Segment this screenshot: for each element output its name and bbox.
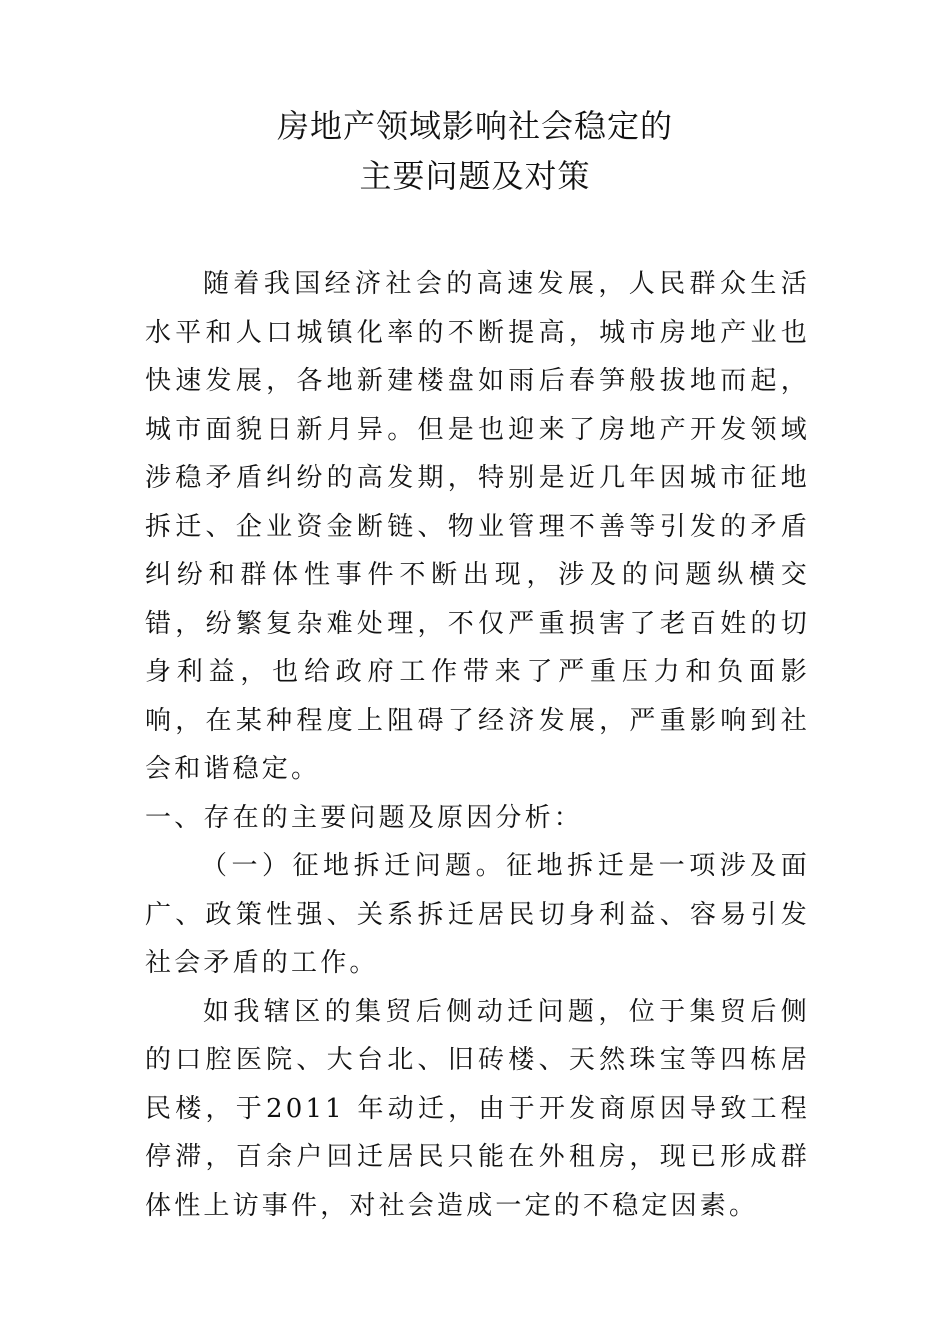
document-title-line-1: 房地产领域影响社会稳定的 <box>276 107 673 145</box>
intro-paragraph: 随着我国经济社会的高速发展，人民群众生活水平和人口城镇化率的不断提高，城市房地产业也快速发展，各地新建楼盘如雨后春笋般拔地而起，城市面貌日新月异。但是也迎来了房地产开发领域涉稳矛盾纠纷的高发期，特别是近几年因城市征地拆迁、企业资金断链、物业管理不善等引发的矛盾纠纷和群体性事件不断出现，涉及的问题纵横交错，纷繁复杂难处理，不仅严重损害了老百姓的切身利益，也给政府工作带来了严重压力和负面影响，在某种程度上阻碍了经济发展，严重影响到社会和谐稳定。 <box>145 269 810 784</box>
example-paragraph: 如我辖区的集贸后侧动迁问题，位于集贸后侧的口腔医院、大台北、旧砖楼、天然珠宝等四栋居民楼，于2011 年动迁，由于开发商原因导致工程停滞，百余户回迁居民只能在外租房，现已形成群体性上访事件，对社会造成一定的不稳定因素。 <box>145 996 810 1221</box>
document-body <box>145 260 810 1230</box>
section-heading: 一、存在的主要问题及原因分析： <box>145 802 584 833</box>
document-title-line-2: 主要问题及对策 <box>359 157 591 195</box>
subsection-paragraph: （一）征地拆迁问题。征地拆迁是一项涉及面广、政策性强、关系拆迁居民切身利益、容易引发社会矛盾的工作。 <box>145 851 810 978</box>
